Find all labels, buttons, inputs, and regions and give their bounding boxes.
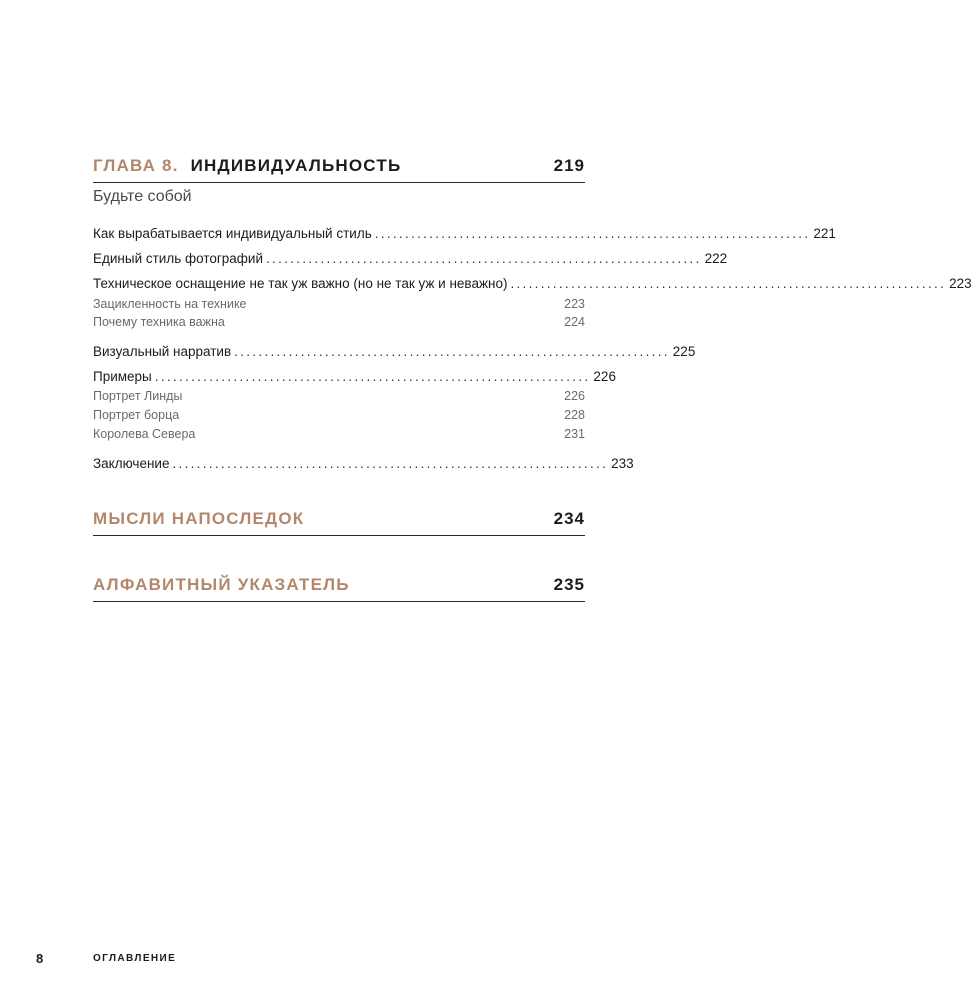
toc-entry[interactable] [93,226,836,241]
entry-page: 223 [949,276,972,291]
afterword-title: МЫСЛИ НАПОСЛЕДОК [93,509,305,528]
subentry-title: Зацикленность на технике [93,297,247,311]
entry-title: Примеры [93,369,152,384]
toc-subentry[interactable] [93,427,585,441]
subentry-page: 226 [564,389,585,403]
entry-page: 226 [593,369,616,384]
entry-page: 221 [813,226,836,241]
leader-dots: ........................................................................ [510,276,947,291]
toc-subentry[interactable] [93,297,585,311]
toc-entry[interactable] [93,344,696,359]
index-page: 235 [553,575,585,594]
chapter-8-heading[interactable] [93,156,585,183]
page-number: 8 [36,951,44,966]
chapter-subtitle: Будьте собой [93,188,192,205]
toc-subentry[interactable] [93,315,585,329]
subentry-page: 231 [564,427,585,441]
entry-page: 233 [611,456,634,471]
subentry-page: 223 [564,297,585,311]
toc-entry[interactable] [93,251,728,266]
toc-entry[interactable] [93,369,616,384]
toc-subentry[interactable] [93,389,585,403]
entry-title: Как вырабатывается индивидуальный стиль [93,226,372,241]
leader-dots: ........................................................................ [266,251,702,266]
entry-title: Техническое оснащение не так уж важно (но не так уж и неважно) [93,276,508,291]
entry-page: 225 [672,344,696,359]
index-heading[interactable] [93,575,585,602]
subentry-title: Почему техника важна [93,315,225,329]
subentry-title: Портрет Линды [93,389,183,403]
toc-subentry[interactable] [93,408,585,422]
leader-dots: ........................................................................ [234,344,670,359]
afterword-heading[interactable] [93,509,585,536]
entry-page: 222 [704,251,728,266]
running-footer: ОГЛАВЛЕНИЕ [93,953,177,964]
leader-dots: ........................................................................ [154,369,591,384]
index-title: АЛФАВИТНЫЙ УКАЗАТЕЛЬ [93,575,350,594]
entry-title: Заключение [93,456,170,471]
chapter-8-title-group [93,156,401,176]
entry-title: Визуальный нарратив [93,344,232,359]
leader-dots: ........................................................................ [374,226,811,241]
subentry-title: Портрет борца [93,408,180,422]
toc-entry[interactable] [93,456,634,471]
chapter-title: ИНДИВИДУАЛЬНОСТЬ [190,156,402,175]
chapter-page: 219 [553,156,585,175]
subentry-page: 228 [564,408,585,422]
subentry-page: 224 [564,315,585,329]
entry-title: Единый стиль фотографий [93,251,263,266]
subentry-title: Королева Севера [93,427,196,441]
afterword-page: 234 [553,509,585,528]
chapter-label: ГЛАВА 8. [93,156,179,175]
leader-dots: ........................................................................ [172,456,609,471]
toc-entry[interactable] [93,276,972,291]
